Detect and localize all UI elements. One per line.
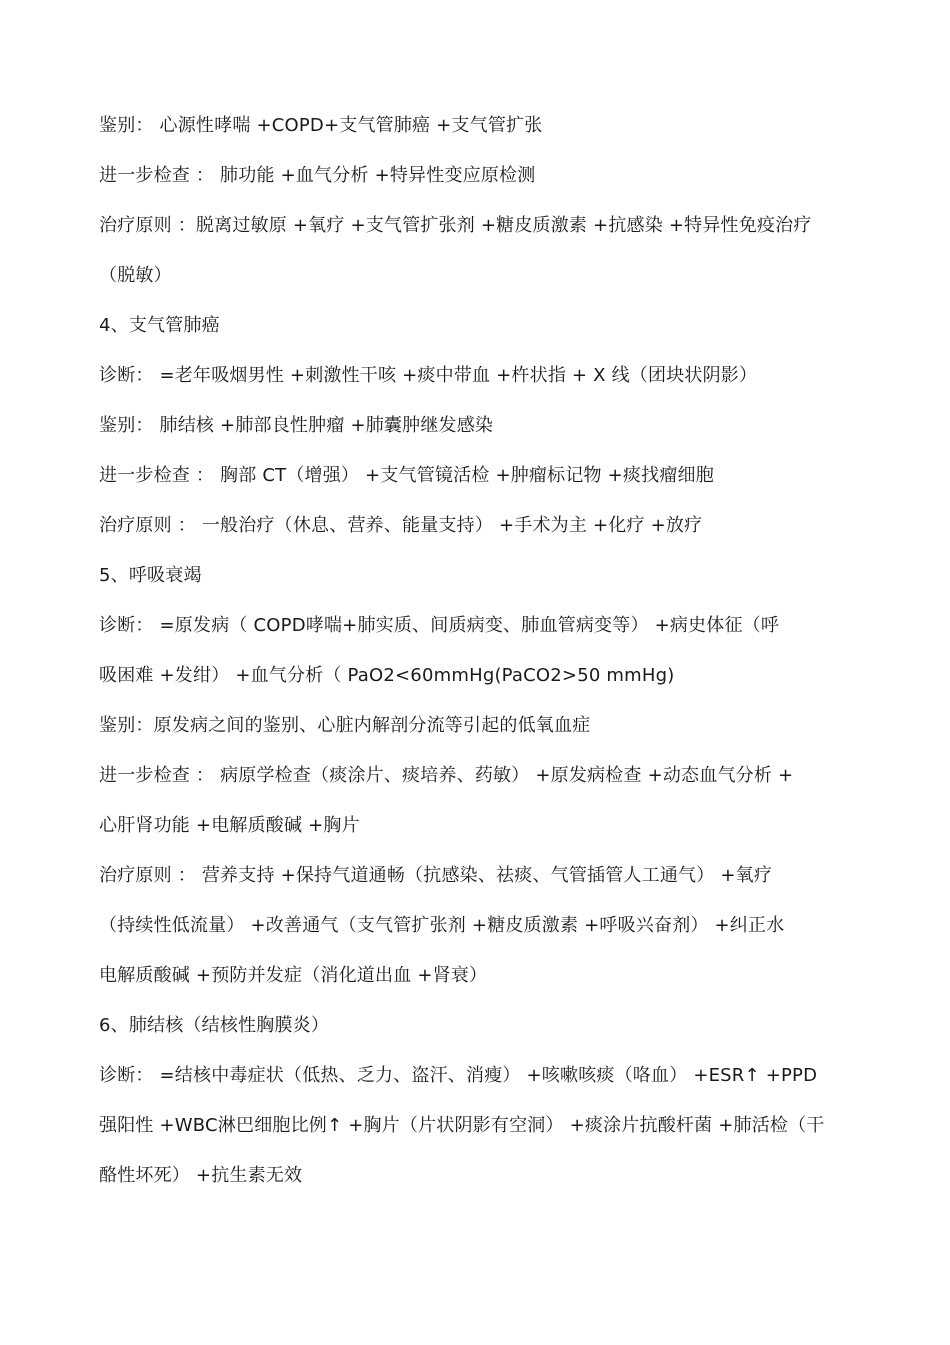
text-line: 诊断： =结核中毒症状（低热、乏力、盗汗、消瘦） +咳嗽咳痰（咯血） +ESR↑ +PPD [99, 1065, 818, 1086]
text-line: （持续性低流量） +改善通气（支气管扩张剂 +糖皮质激素 +呼吸兴奋剂） +纠正水 [99, 915, 785, 936]
section-heading: 5、呼吸衰竭 [99, 565, 202, 586]
text-line: 鉴别： 肺结核 +肺部良性肿瘤 +肺囊肿继发感染 [99, 415, 494, 436]
text-line: （脱敏） [99, 265, 172, 286]
text-line: 吸困难 +发绀） +血气分析（ PaO2<60mmHg(PaCO2>50 mmHg) [99, 665, 675, 686]
text-line: 强阳性 +WBC淋巴细胞比例↑ +胸片（片状阴影有空洞） +痰涂片抗酸杆菌 +肺活检（干 [99, 1115, 825, 1136]
text-line: 进一步检查 ： 肺功能 +血气分析 +特异性变应原检测 [99, 165, 536, 186]
text-line: 治疗原则 ：脱离过敏原 +氧疗 +支气管扩张剂 +糖皮质激素 +抗感染 +特异性免疫治疗 [99, 215, 812, 236]
text-line: 诊断： =老年吸烟男性 +刺激性干咳 +痰中带血 +杵状指 + X 线（团块状阴影） [99, 365, 758, 386]
text-line: 治疗原则 ： 一般治疗（休息、营养、能量支持） +手术为主 +化疗 +放疗 [99, 515, 703, 536]
text-line: 心肝肾功能 +电解质酸碱 +胸片 [99, 815, 360, 836]
section-heading: 4、支气管肺癌 [99, 315, 220, 336]
section-heading: 6、肺结核（结核性胸膜炎） [99, 1015, 330, 1036]
text-line: 酪性坏死） +抗生素无效 [99, 1165, 303, 1186]
text-line: 鉴别：原发病之间的鉴别、心脏内解剖分流等引起的低氧血症 [99, 715, 591, 736]
text-line: 治疗原则 ： 营养支持 +保持气道通畅（抗感染、祛痰、气管插管人工通气） +氧疗 [99, 865, 773, 886]
text-line: 鉴别： 心源性哮喘 +COPD+支气管肺癌 +支气管扩张 [99, 115, 543, 136]
text-line: 进一步检查 ： 胸部 CT（增强） +支气管镜活检 +肿瘤标记物 +痰找瘤细胞 [99, 465, 714, 486]
text-line: 电解质酸碱 +预防并发症（消化道出血 +肾衰） [99, 965, 488, 986]
text-line: 进一步检查 ： 病原学检查（痰涂片、痰培养、药敏） +原发病检查 +动态血气分析 + [99, 765, 794, 786]
text-line: 诊断： =原发病（ COPD哮喘+肺实质、间质病变、肺血管病变等） +病史体征（呼 [99, 615, 780, 636]
